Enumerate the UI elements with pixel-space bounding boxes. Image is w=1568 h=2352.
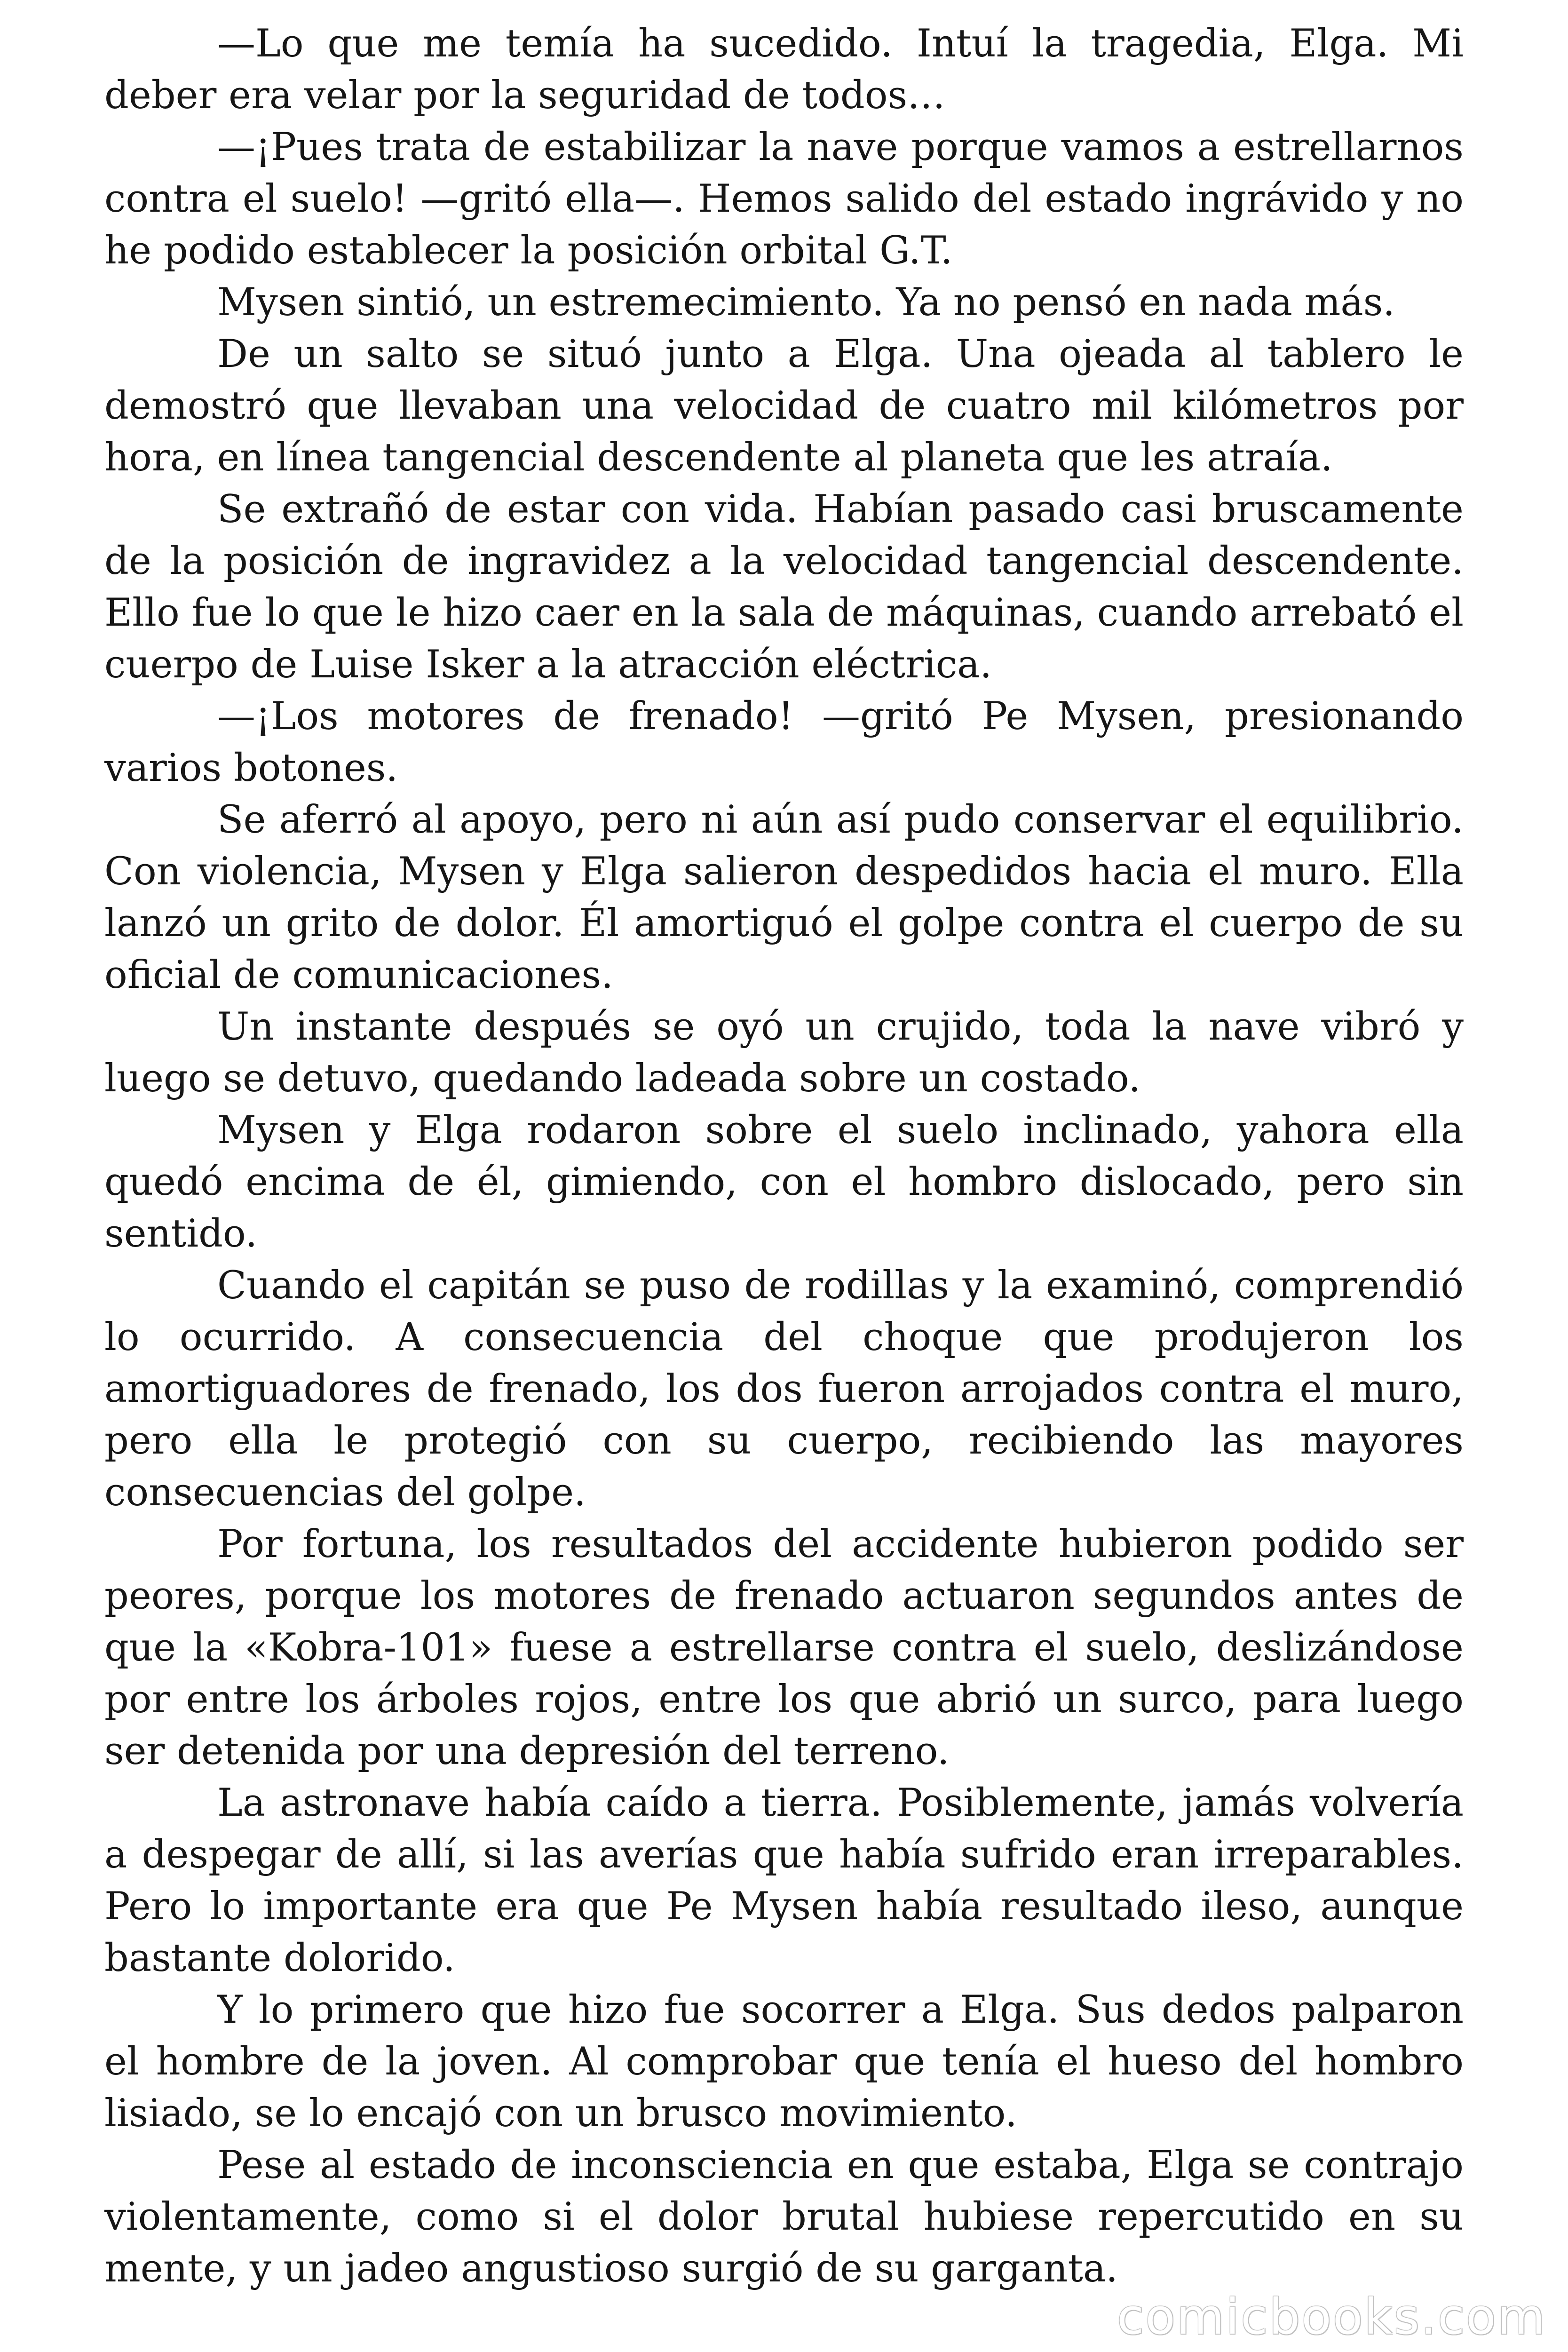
paragraph: —¡Pues trata de estabilizar la nave porque vamos a estrellarnos contra el suelo! —gritó ella—. Hemos salido del estado ingrávido y no he podido establecer la posición orbital G.T. (104, 125, 1464, 273)
watermark: comicbooks.com (1117, 2288, 1546, 2345)
paragraph: —¡Los motores de frenado! —gritó Pe Mysen, presionando varios botones. (104, 694, 1464, 790)
page-text (104, 18, 1464, 2295)
paragraph: Por fortuna, los resultados del accidente hubieron podido ser peores, porque los motores de frenado actuaron segundos antes de que la «Kobra-101» fuese a estrellarse contra el suelo, deslizándose por entre los árboles rojos, entre los que abrió un surco, para luego ser detenida por una depresión del terreno. (104, 1522, 1464, 1773)
paragraph: —Lo que me temía ha sucedido. Intuí la tragedia, Elga. Mi deber era velar por la seguridad de todos… (104, 22, 1464, 118)
paragraph: Y lo primero que hizo fue socorrer a Elga. Sus dedos palparon el hombre de la joven. Al comprobar que tenía el hueso del hombro lisiado, se lo encajó con un brusco movimiento. (104, 1988, 1464, 2136)
paragraph: La astronave había caído a tierra. Posiblemente, jamás volvería a despegar de allí, si las averías que había sufrido eran irreparables. Pero lo importante era que Pe Mysen había resultado ileso, aunque bastante dolorido. (104, 1781, 1464, 1980)
paragraph: Se aferró al apoyo, pero ni aún así pudo conservar el equilibrio. Con violencia, Mysen y Elga salieron despedidos hacia el muro. Ella lanzó un grito de dolor. Él amortiguó el golpe contra el cuerpo de su oficial de comunicaciones. (104, 798, 1464, 997)
paragraph: Mysen sintió, un estremecimiento. Ya no pensó en nada más. (217, 280, 1395, 325)
paragraph: Un instante después se oyó un crujido, toda la nave vibró y luego se detuvo, quedando ladeada sobre un costado. (104, 1005, 1464, 1101)
paragraph: Se extrañó de estar con vida. Habían pasado casi bruscamente de la posición de ingravidez a la velocidad tangencial descendente. Ello fue lo que le hizo caer en la sala de máquinas, cuando arrebató el cuerpo de Luise Isker a la atracción eléctrica. (104, 487, 1464, 687)
paragraph: Mysen y Elga rodaron sobre el suelo inclinado, yahora ella quedó encima de él, gimiendo, con el hombro dislocado, pero sin sentido. (104, 1108, 1464, 1256)
paragraph: Cuando el capitán se puso de rodillas y la examinó, comprendió lo ocurrido. A consecuencia del choque que produjeron los amortiguadores de frenado, los dos fueron arrojados contra el muro, pero ella le protegió con su cuerpo, recibiendo las mayores consecuencias del golpe. (104, 1263, 1464, 1515)
paragraph: Pese al estado de inconsciencia en que estaba, Elga se contrajo violentamente, como si el dolor brutal hubiese repercutido en su mente, y un jadeo angustioso surgió de su garganta. (104, 2143, 1464, 2291)
paragraph: De un salto se situó junto a Elga. Una ojeada al tablero le demostró que llevaban una velocidad de cuatro mil kilómetros por hora, en línea tangencial descendente al planeta que les atraía. (104, 332, 1464, 480)
